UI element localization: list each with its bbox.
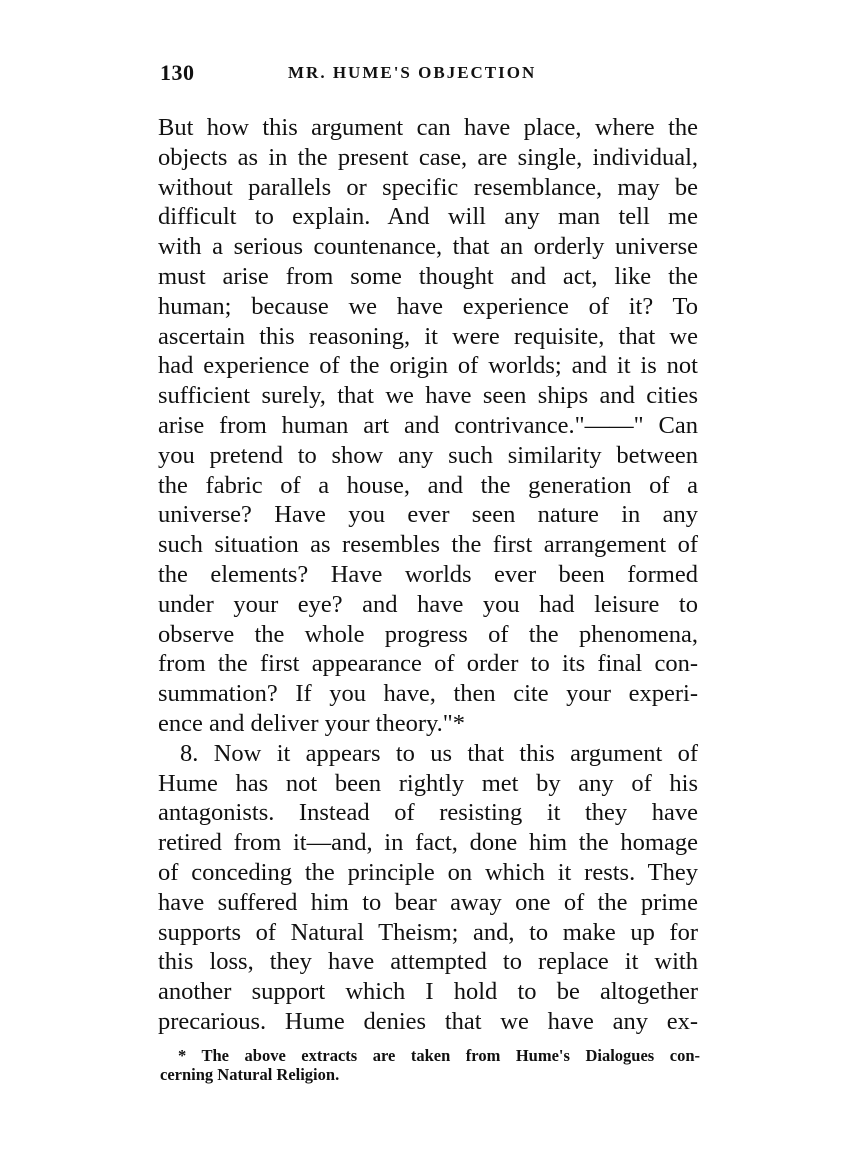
text-line: observe the whole progress of the phenomena, (158, 620, 698, 648)
footnote-line: cerning Natural Religion. (160, 1065, 340, 1084)
body-text (158, 113, 698, 1037)
paragraph-start-line: 8. Now it appears to us that this argument of (180, 739, 698, 767)
footnote (160, 1046, 700, 1084)
page-number: 130 (160, 60, 195, 85)
text-line: this loss, they have attempted to replace it with (158, 948, 698, 976)
text-line: precarious. Hume denies that we have any ex- (158, 1007, 698, 1035)
text-line: But how this argument can have place, where the (158, 114, 698, 141)
text-line: the fabric of a house, and the generation of a (158, 471, 698, 499)
text-line: under your eye? and have you had leisure to (158, 590, 698, 618)
text-line: with a serious countenance, that an orderly universe (158, 233, 698, 261)
text-line: summation? If you have, then cite your experi- (158, 680, 698, 708)
text-line: another support which I hold to be altogether (158, 978, 698, 1006)
text-line: retired from it—and, in fact, done him the homage (158, 829, 698, 857)
text-line: antagonists. Instead of resisting it they have (158, 799, 698, 827)
text-line: supports of Natural Theism; and, to make up for (158, 918, 698, 946)
text-line: you pretend to show any such similarity between (158, 441, 698, 469)
text-line: had experience of the origin of worlds; and it is not (158, 352, 698, 380)
text-line: arise from human art and contrivance."——" Can (158, 411, 698, 439)
text-line: of conceding the principle on which it rests. They (158, 858, 698, 886)
text-line: difficult to explain. And will any man tell me (158, 203, 698, 231)
running-title: MR. HUME'S OBJECTION (288, 63, 537, 82)
text-line: must arise from some thought and act, like the (158, 262, 698, 290)
text-line: ascertain this reasoning, it were requisite, that we (158, 322, 698, 350)
text-line: universe? Have you ever seen nature in any (158, 501, 698, 529)
text-line: without parallels or specific resemblance, may be (158, 173, 698, 201)
text-line: human; because we have experience of it? To (158, 292, 698, 320)
running-head (160, 60, 700, 90)
text-line: such situation as resembles the first arrangement of (158, 531, 698, 559)
text-line: have suffered him to bear away one of the prime (158, 888, 698, 916)
footnote-line: * The above extracts are taken from Hume's Dialogues con- (178, 1046, 700, 1065)
text-line: from the first appearance of order to its final con- (158, 650, 698, 678)
text-line: objects as in the present case, are single, individual, (158, 143, 698, 171)
text-line: the elements? Have worlds ever been formed (158, 560, 698, 588)
text-line: sufficient surely, that we have seen ships and cities (158, 382, 698, 410)
text-line: ence and deliver your theory."* (158, 709, 466, 737)
text-line: Hume has not been rightly met by any of his (158, 769, 698, 797)
